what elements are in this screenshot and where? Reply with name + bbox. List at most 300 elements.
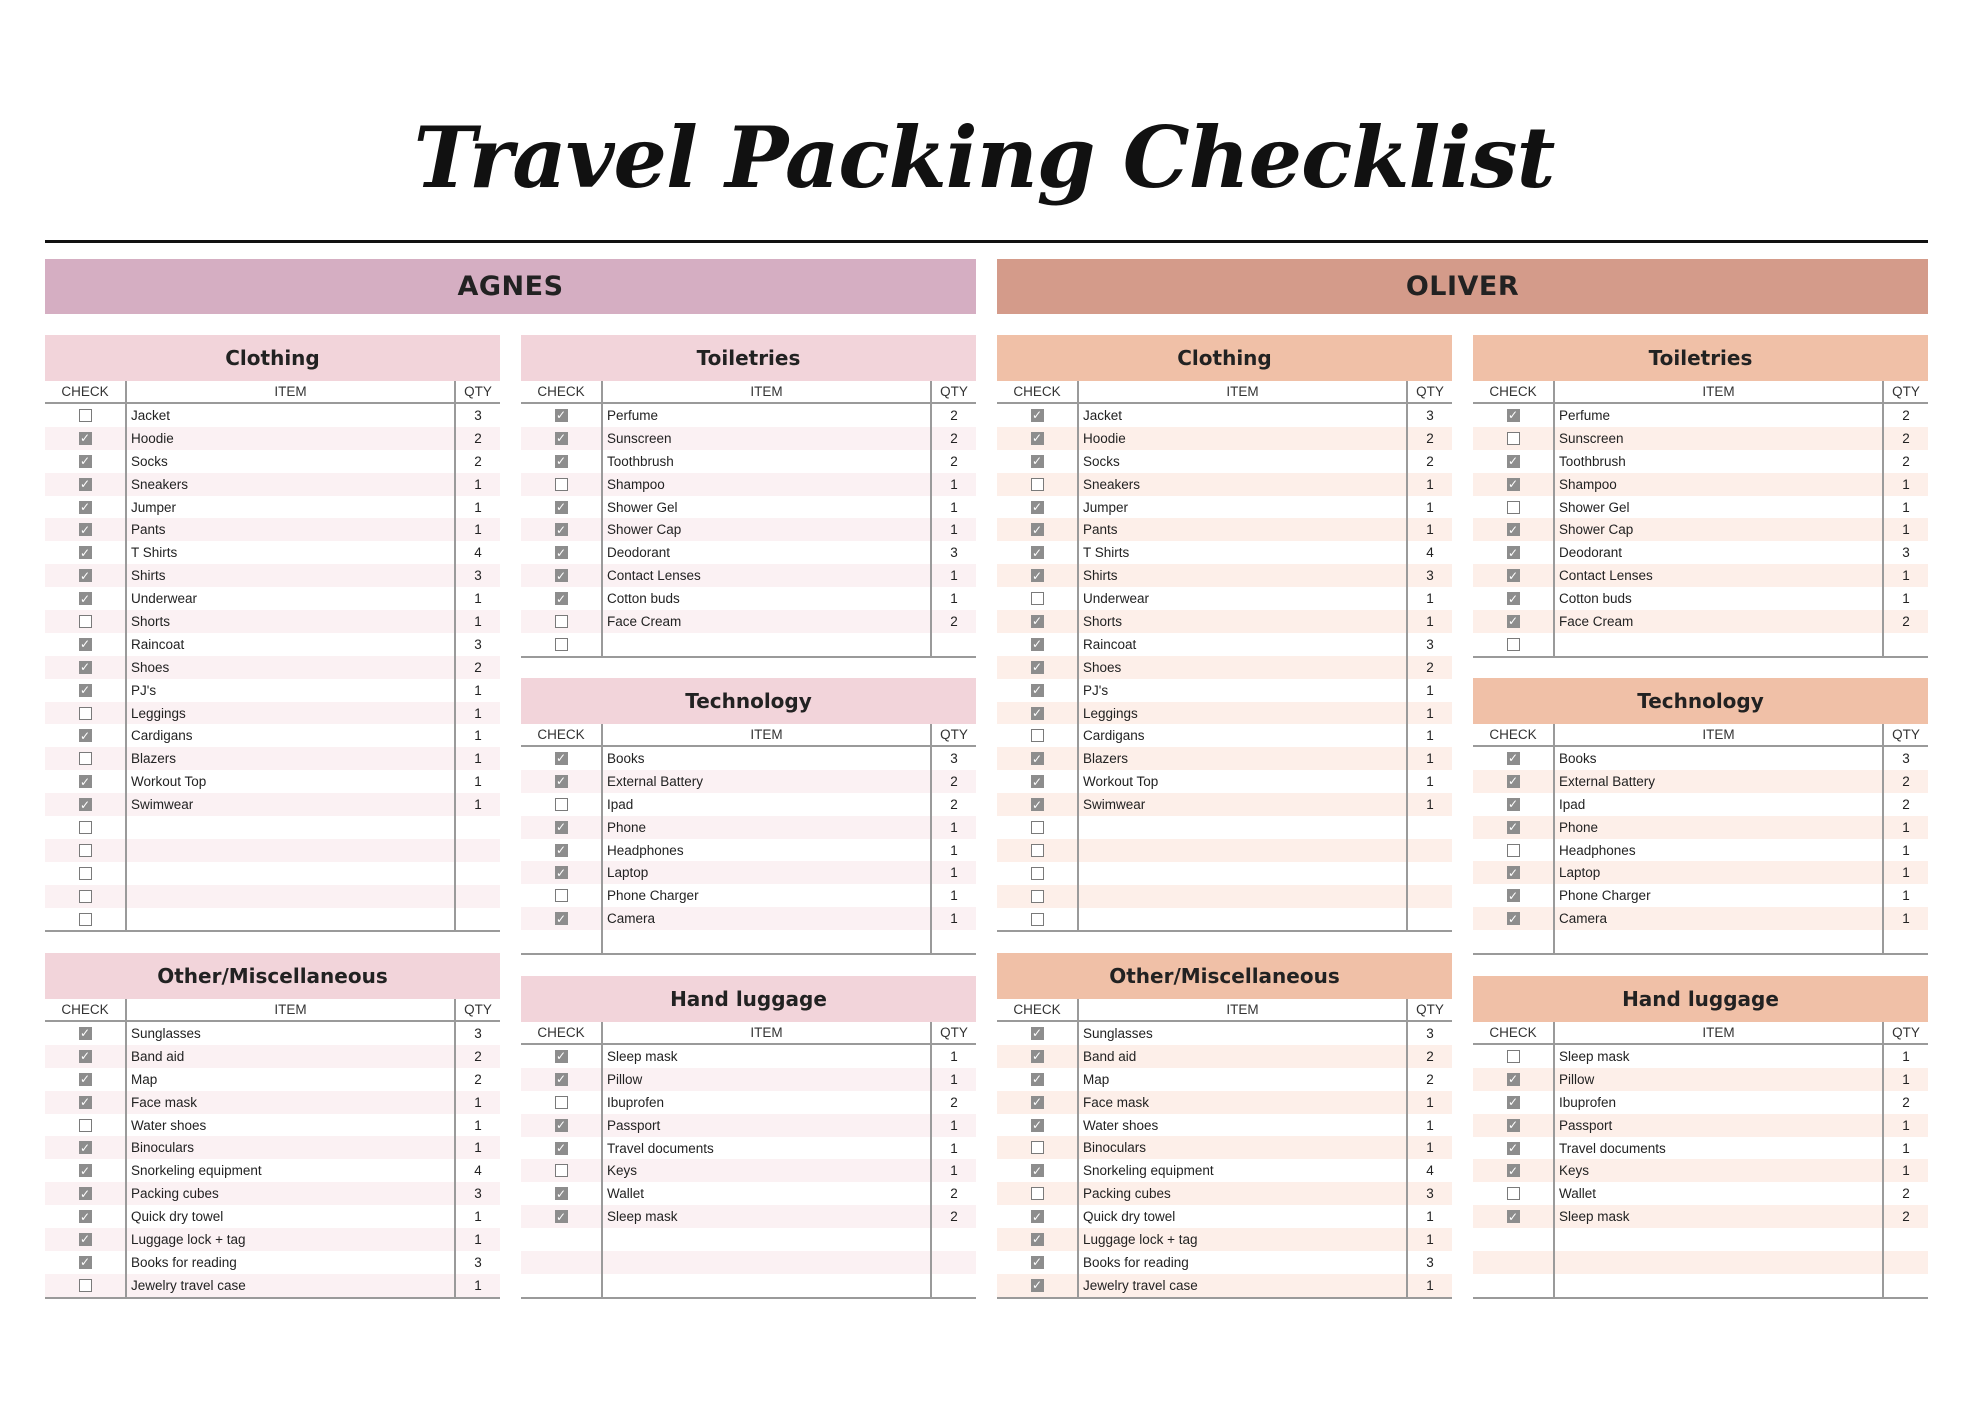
qty-cell: 1	[474, 774, 482, 790]
checkbox[interactable]	[1031, 775, 1044, 788]
item-cell: Leggings	[1079, 702, 1408, 725]
checkbox[interactable]	[1031, 707, 1044, 720]
item-cell: Water shoes	[1079, 1114, 1408, 1137]
checkbox[interactable]	[79, 1256, 92, 1269]
checkbox[interactable]	[1507, 432, 1520, 445]
check-cell	[997, 633, 1079, 656]
check-cell	[45, 770, 127, 793]
check-cell	[521, 1068, 603, 1091]
table-row	[521, 861, 976, 884]
item-cell: Pants	[127, 518, 456, 541]
item-cell	[1555, 1274, 1884, 1297]
checkbox[interactable]	[1031, 592, 1044, 605]
item-cell: Wallet	[1555, 1182, 1884, 1205]
checkbox[interactable]	[1507, 455, 1520, 468]
checkbox[interactable]	[555, 775, 568, 788]
qty-cell: 1	[1426, 774, 1434, 790]
checkbox[interactable]	[555, 432, 568, 445]
qty-cell	[456, 885, 500, 908]
check-cell	[45, 473, 127, 496]
item-cell: Headphones	[603, 839, 932, 862]
checkbox[interactable]	[555, 844, 568, 857]
table-row	[997, 724, 1452, 747]
checkbox[interactable]	[79, 844, 92, 857]
table-row	[45, 473, 500, 496]
item-cell: Workout Top	[127, 770, 456, 793]
qty-cell: 1	[1426, 1094, 1434, 1110]
checkbox[interactable]	[1507, 569, 1520, 582]
checkbox[interactable]	[1031, 455, 1044, 468]
checkbox[interactable]	[1507, 752, 1520, 765]
table-row	[997, 541, 1452, 564]
item-cell: Toothbrush	[1555, 450, 1884, 473]
qty-cell: 1	[1426, 1231, 1434, 1247]
checkbox[interactable]	[1031, 1187, 1044, 1200]
check-cell	[521, 1228, 603, 1251]
item-cell: Shower Cap	[1555, 518, 1884, 541]
item-cell	[127, 816, 456, 839]
table-row	[521, 473, 976, 496]
checkbox[interactable]	[1507, 523, 1520, 536]
checkbox[interactable]	[79, 432, 92, 445]
qty-cell: 1	[474, 613, 482, 629]
checkbox[interactable]	[1031, 409, 1044, 422]
qty-cell: 1	[1426, 1117, 1434, 1133]
checkbox[interactable]	[1507, 775, 1520, 788]
item-cell: Laptop	[1555, 861, 1884, 884]
table-row	[45, 839, 500, 862]
qty-cell: 1	[1426, 728, 1434, 744]
checkbox[interactable]	[79, 1119, 92, 1132]
checkbox[interactable]	[555, 615, 568, 628]
checkbox[interactable]	[79, 523, 92, 536]
checkbox[interactable]	[1031, 1279, 1044, 1292]
checkbox[interactable]	[1031, 501, 1044, 514]
check-cell	[997, 1045, 1079, 1068]
checkbox[interactable]	[1507, 912, 1520, 925]
checklist-rows	[997, 404, 1452, 932]
qty-cell: 2	[1426, 453, 1434, 469]
check-cell	[45, 1182, 127, 1205]
item-cell	[603, 1274, 932, 1297]
checkbox[interactable]	[1507, 1050, 1520, 1063]
agnes-toiletries-section	[521, 335, 976, 658]
column-header-item: ITEM	[1555, 724, 1884, 745]
check-cell	[45, 427, 127, 450]
qty-cell: 3	[1426, 1186, 1434, 1202]
checkbox[interactable]	[1507, 844, 1520, 857]
checkbox[interactable]	[1031, 1164, 1044, 1177]
item-cell: Snorkeling equipment	[1079, 1159, 1408, 1182]
checkbox[interactable]	[555, 546, 568, 559]
item-cell: Books	[603, 747, 932, 770]
qty-cell: 1	[474, 751, 482, 767]
item-cell: Packing cubes	[127, 1182, 456, 1205]
checkbox[interactable]	[79, 1027, 92, 1040]
check-cell	[1473, 1045, 1555, 1068]
table-row	[45, 793, 500, 816]
checkbox[interactable]	[1031, 913, 1044, 926]
checkbox[interactable]	[1507, 1073, 1520, 1086]
checkbox[interactable]	[555, 523, 568, 536]
checkbox[interactable]	[1031, 638, 1044, 651]
checkbox[interactable]	[79, 729, 92, 742]
check-cell	[45, 1205, 127, 1228]
item-cell: Shoes	[127, 656, 456, 679]
check-cell	[997, 1251, 1079, 1274]
checkbox[interactable]	[1031, 821, 1044, 834]
checkbox[interactable]	[1031, 569, 1044, 582]
check-cell	[997, 1182, 1079, 1205]
checkbox[interactable]	[79, 455, 92, 468]
checkbox[interactable]	[1031, 478, 1044, 491]
checklist-rows	[997, 1022, 1452, 1299]
checkbox[interactable]	[79, 1210, 92, 1223]
checkbox[interactable]	[1031, 867, 1044, 880]
check-cell	[45, 587, 127, 610]
qty-cell: 1	[950, 1071, 958, 1087]
qty-cell: 3	[474, 1025, 482, 1041]
item-cell	[127, 862, 456, 885]
checkbox[interactable]	[555, 752, 568, 765]
checkbox[interactable]	[79, 1164, 92, 1177]
section-title: Clothing	[997, 335, 1452, 381]
checkbox[interactable]	[1507, 798, 1520, 811]
qty-cell: 2	[474, 1048, 482, 1064]
checkbox[interactable]	[79, 1187, 92, 1200]
checkbox[interactable]	[1507, 592, 1520, 605]
qty-cell: 2	[1902, 453, 1910, 469]
item-cell: Sleep mask	[603, 1205, 932, 1228]
qty-cell: 2	[1902, 1209, 1910, 1225]
table-row	[997, 885, 1452, 908]
checkbox[interactable]	[555, 501, 568, 514]
checkbox[interactable]	[1031, 546, 1044, 559]
qty-cell: 1	[1902, 499, 1910, 515]
check-cell	[45, 496, 127, 519]
checkbox[interactable]	[79, 798, 92, 811]
checkbox[interactable]	[79, 752, 92, 765]
checkbox[interactable]	[1507, 1142, 1520, 1155]
table-row	[997, 1114, 1452, 1137]
checkbox[interactable]	[555, 455, 568, 468]
checkbox[interactable]	[1031, 798, 1044, 811]
table-row	[45, 610, 500, 633]
checkbox[interactable]	[555, 866, 568, 879]
checkbox[interactable]	[555, 1073, 568, 1086]
item-cell	[127, 839, 456, 862]
checkbox[interactable]	[555, 1050, 568, 1063]
checkbox[interactable]	[1507, 889, 1520, 902]
qty-cell: 1	[1902, 888, 1910, 904]
table-row	[45, 770, 500, 793]
item-cell	[1555, 1228, 1884, 1251]
checkbox[interactable]	[1507, 501, 1520, 514]
qty-cell	[456, 862, 500, 885]
item-cell: Keys	[1555, 1159, 1884, 1182]
check-cell	[997, 1136, 1079, 1159]
checkbox[interactable]	[79, 638, 92, 651]
checkbox[interactable]	[555, 889, 568, 902]
qty-cell	[1884, 1274, 1928, 1297]
checkbox[interactable]	[1031, 1027, 1044, 1040]
item-cell: Swimwear	[127, 793, 456, 816]
checkbox[interactable]	[555, 409, 568, 422]
checkbox[interactable]	[1031, 1119, 1044, 1132]
checkbox[interactable]	[79, 661, 92, 674]
table-row	[997, 427, 1452, 450]
column-header-qty: QTY	[1416, 1002, 1444, 1017]
table-row	[521, 884, 976, 907]
column-header-qty: QTY	[940, 727, 968, 742]
column-header-item: ITEM	[1079, 381, 1408, 402]
check-cell	[521, 747, 603, 770]
section-title: Other/Miscellaneous	[997, 953, 1452, 999]
checkbox[interactable]	[79, 546, 92, 559]
item-cell: Luggage lock + tag	[127, 1228, 456, 1251]
check-cell	[521, 816, 603, 839]
checkbox[interactable]	[1507, 1096, 1520, 1109]
check-cell	[997, 793, 1079, 816]
table-row	[1473, 564, 1928, 587]
check-cell	[521, 861, 603, 884]
item-cell	[127, 908, 456, 931]
item-cell: Blazers	[1079, 747, 1408, 770]
check-cell	[521, 518, 603, 541]
checkbox[interactable]	[79, 478, 92, 491]
check-cell	[45, 1251, 127, 1274]
check-cell	[521, 1159, 603, 1182]
checklist-rows	[45, 1022, 500, 1299]
checkbox[interactable]	[79, 1233, 92, 1246]
table-row	[521, 404, 976, 427]
table-row	[521, 907, 976, 930]
item-cell: Shirts	[1079, 564, 1408, 587]
check-cell	[45, 541, 127, 564]
qty-cell: 1	[1902, 865, 1910, 881]
check-cell	[1473, 816, 1555, 839]
checkbox[interactable]	[79, 569, 92, 582]
checkbox[interactable]	[1507, 478, 1520, 491]
checkbox[interactable]	[1031, 729, 1044, 742]
checkbox[interactable]	[79, 1141, 92, 1154]
table-row	[45, 1022, 500, 1045]
item-cell: Cardigans	[1079, 724, 1408, 747]
item-cell: Blazers	[127, 747, 456, 770]
checkbox[interactable]	[1031, 1210, 1044, 1223]
qty-cell: 1	[1902, 1163, 1910, 1179]
table-row	[997, 1045, 1452, 1068]
item-cell: T Shirts	[127, 541, 456, 564]
item-cell: Sunglasses	[127, 1022, 456, 1045]
checkbox[interactable]	[555, 592, 568, 605]
table-row	[1473, 496, 1928, 519]
table-row	[1473, 1251, 1928, 1274]
checkbox[interactable]	[1031, 1073, 1044, 1086]
check-cell	[997, 747, 1079, 770]
checkbox[interactable]	[1507, 409, 1520, 422]
checkbox[interactable]	[1031, 661, 1044, 674]
checkbox[interactable]	[555, 478, 568, 491]
checkbox[interactable]	[1507, 821, 1520, 834]
checkbox[interactable]	[555, 569, 568, 582]
table-row	[521, 816, 976, 839]
checkbox[interactable]	[1507, 1164, 1520, 1177]
checkbox[interactable]	[555, 1142, 568, 1155]
checkbox[interactable]	[555, 821, 568, 834]
item-cell: Books	[1555, 747, 1884, 770]
check-cell	[1473, 861, 1555, 884]
qty-cell: 1	[1902, 522, 1910, 538]
item-cell: Sunscreen	[1555, 427, 1884, 450]
checkbox[interactable]	[79, 913, 92, 926]
table-row	[997, 1274, 1452, 1297]
checkbox[interactable]	[79, 821, 92, 834]
item-cell: Water shoes	[127, 1114, 456, 1137]
qty-cell: 1	[1902, 819, 1910, 835]
table-row	[1473, 1228, 1928, 1251]
item-cell	[1555, 1251, 1884, 1274]
table-row	[45, 633, 500, 656]
section-title: Hand luggage	[521, 976, 976, 1022]
table-row	[1473, 404, 1928, 427]
checkbox[interactable]	[1031, 890, 1044, 903]
checkbox[interactable]	[79, 1096, 92, 1109]
checkbox[interactable]	[79, 592, 92, 605]
item-cell: Pillow	[1555, 1068, 1884, 1091]
qty-cell: 2	[950, 1186, 958, 1202]
checkbox[interactable]	[79, 775, 92, 788]
table-row	[1473, 541, 1928, 564]
check-cell	[521, 1137, 603, 1160]
checkbox[interactable]	[1031, 615, 1044, 628]
table-row	[45, 908, 500, 931]
checkbox[interactable]	[555, 1096, 568, 1109]
checkbox[interactable]	[1031, 752, 1044, 765]
qty-cell: 1	[1426, 705, 1434, 721]
checkbox[interactable]	[555, 912, 568, 925]
qty-cell: 1	[1426, 499, 1434, 515]
checkbox[interactable]	[555, 1210, 568, 1223]
table-row	[997, 404, 1452, 427]
check-cell	[521, 1274, 603, 1297]
qty-cell: 3	[1426, 1025, 1434, 1041]
item-cell: Phone	[1555, 816, 1884, 839]
check-cell	[1473, 404, 1555, 427]
checkbox[interactable]	[79, 684, 92, 697]
check-cell	[997, 885, 1079, 908]
table-row	[45, 816, 500, 839]
checkbox[interactable]	[79, 707, 92, 720]
item-cell: Face Cream	[1555, 610, 1884, 633]
item-cell: Leggings	[127, 702, 456, 725]
qty-cell: 4	[474, 1163, 482, 1179]
checkbox[interactable]	[1507, 866, 1520, 879]
item-cell: Deodorant	[603, 541, 932, 564]
checkbox[interactable]	[1507, 1187, 1520, 1200]
column-header-qty: QTY	[1892, 384, 1920, 399]
table-row	[45, 564, 500, 587]
oliver-other-section	[997, 953, 1452, 1299]
checkbox[interactable]	[1031, 844, 1044, 857]
column-headers	[1473, 724, 1928, 747]
section-title: Hand luggage	[1473, 976, 1928, 1022]
column-header-item: ITEM	[127, 381, 456, 402]
checkbox[interactable]	[1507, 1210, 1520, 1223]
table-row	[1473, 1068, 1928, 1091]
checkbox[interactable]	[1507, 615, 1520, 628]
checkbox[interactable]	[555, 798, 568, 811]
page-title: Travel Packing Checklist	[413, 108, 1555, 207]
checkbox[interactable]	[79, 501, 92, 514]
checkbox[interactable]	[1031, 684, 1044, 697]
checkbox[interactable]	[79, 1050, 92, 1063]
checkbox[interactable]	[79, 615, 92, 628]
table-row	[997, 1182, 1452, 1205]
table-row	[997, 633, 1452, 656]
checkbox[interactable]	[1507, 1119, 1520, 1132]
checkbox[interactable]	[1031, 1256, 1044, 1269]
check-cell	[1473, 610, 1555, 633]
checkbox[interactable]	[555, 638, 568, 651]
item-cell	[1079, 862, 1408, 885]
checkbox[interactable]	[79, 1073, 92, 1086]
checkbox[interactable]	[555, 1187, 568, 1200]
checkbox[interactable]	[1031, 1233, 1044, 1246]
item-cell: Shower Cap	[603, 518, 932, 541]
checkbox[interactable]	[555, 1119, 568, 1132]
checkbox[interactable]	[1031, 432, 1044, 445]
table-row	[45, 1114, 500, 1137]
checkbox[interactable]	[1507, 638, 1520, 651]
qty-cell: 1	[474, 1117, 482, 1133]
table-row	[1473, 518, 1928, 541]
check-cell	[521, 633, 603, 656]
check-cell	[1473, 930, 1555, 953]
checkbox[interactable]	[1031, 1096, 1044, 1109]
qty-cell: 1	[950, 591, 958, 607]
qty-cell	[456, 816, 500, 839]
table-row	[45, 518, 500, 541]
checkbox[interactable]	[79, 867, 92, 880]
qty-cell: 2	[474, 453, 482, 469]
checkbox[interactable]	[1031, 523, 1044, 536]
check-cell	[521, 1091, 603, 1114]
checkbox[interactable]	[1031, 1050, 1044, 1063]
checkbox[interactable]	[79, 890, 92, 903]
checkbox[interactable]	[79, 1279, 92, 1292]
qty-cell	[456, 839, 500, 862]
item-cell: Shampoo	[603, 473, 932, 496]
check-cell	[997, 1022, 1079, 1045]
table-row	[1473, 473, 1928, 496]
qty-cell: 2	[1426, 430, 1434, 446]
table-row	[521, 1068, 976, 1091]
checkbox[interactable]	[555, 1164, 568, 1177]
qty-cell: 1	[474, 591, 482, 607]
qty-cell	[1408, 862, 1452, 885]
check-cell	[1473, 1205, 1555, 1228]
checkbox[interactable]	[1031, 1141, 1044, 1154]
check-cell	[1473, 541, 1555, 564]
table-row	[997, 656, 1452, 679]
qty-cell: 1	[1426, 522, 1434, 538]
qty-cell	[932, 1274, 976, 1297]
checkbox[interactable]	[79, 409, 92, 422]
table-row	[1473, 1045, 1928, 1068]
item-cell: Binoculars	[1079, 1136, 1408, 1159]
checkbox[interactable]	[1507, 546, 1520, 559]
